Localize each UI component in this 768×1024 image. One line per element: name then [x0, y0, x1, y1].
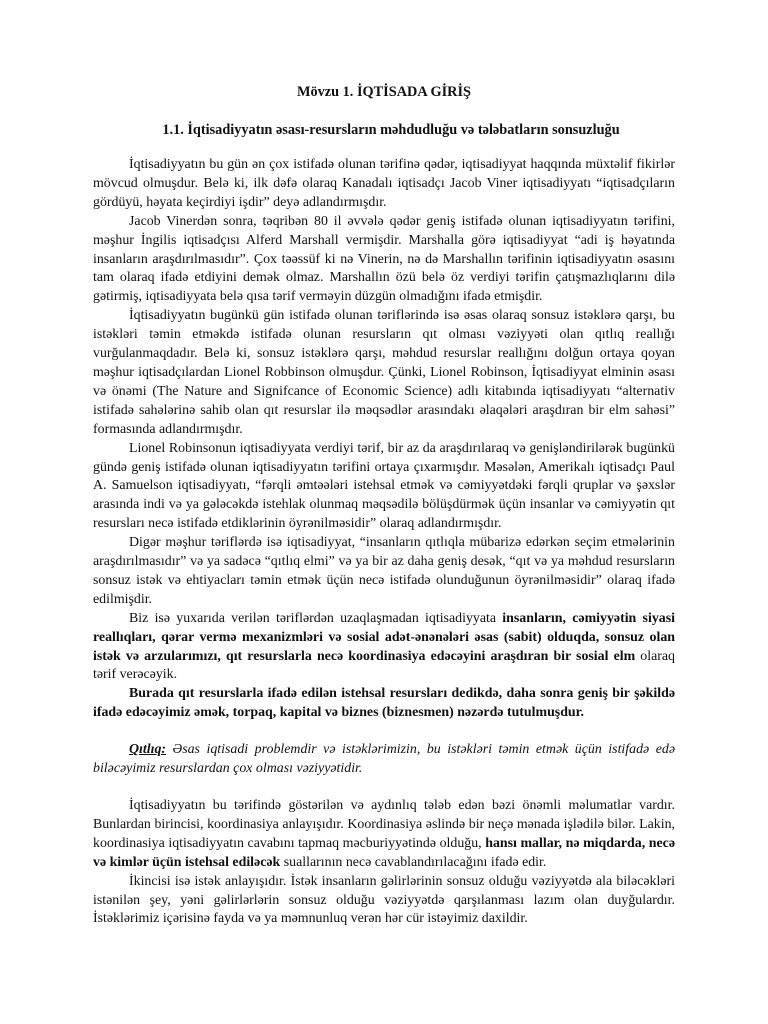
paragraph-our-definition [93, 610, 675, 686]
our-definition-bold: insanların, cəmiyyətin siyasi reallıqları, qərar vermə mexanizmləri və sosial adət-ənənələri əsas (sabit) olduqda, sonsuz olan istək və arzularımızı, qıt resurslarla necə koordinasiya edəcəyini araşdıran bir sosial elm [93, 610, 675, 664]
document-body [93, 156, 675, 929]
spacer [93, 779, 675, 797]
paragraph-other-definitions: Digər məşhur təriflərdə isə iqtisadiyyat, “insanların qıtlıqla mübarizə edərkən seçim etmələrinin araşdırılmasıdır” və ya sadəcə “qıtlıq elmi” və ya bir az daha geniş desək, “qıt və ya məhdud resursların sonsuz istək və ehtiyacları təmin etmək üçün necə istifadə olunduğunun öyrənilməsidir” olaraq ifadə edilmişdir. [93, 535, 675, 607]
scarcity-definition-text: Əsas iqtisadi problemdir və istəklərimizin, bu istəkləri təmin etmək üçün istifadə edə biləcəyimiz resurslardan çox olması vəziyyətidir. [93, 742, 675, 777]
our-definition-end: olaraq tərif verəcəyik. [93, 648, 676, 683]
paragraph-resources [93, 685, 675, 723]
paragraph-robbins: İqtisadiyyatın bugünkü gün istifadə olunan təriflərində isə əsas olaraq sonsuz istəklərə qarşı, bu istəkləri təmin etməkdə istifadə olunan resursların qıt olması vəziyyəti olan qıtlıq reallığı vurğulanmaqdadır. Belə ki, sonsuz istəklərə qarşı, məhdud resurslar reallığını dolğun ortaya qoyan məşhur iqtisadçılardan Lionel Robbinson olmuşdur. Çünki, Lionel Robinson, İqtisadiyyat elminin əsası və önəmi (The Nature and Signifcance of Economic Science) adlı kitabında iqtisadiyyatı “alternativ istifadə sahələrinə sahib olan qıt resurslar ilə məqsədlər arasındakı əlaqələri araşdıran bir elm sahəsi” formasında adlandırmışdır. [93, 308, 675, 437]
coordination-questions: hansı mallar, nə miqdarda, necə və kimlər üçün istehsal ediləcək [93, 835, 676, 870]
paragraph-wants: İkincisi isə istək anlayışıdır. İstək insanların gəlirlərinin sonsuz olduğu vəziyyətdə ala biləcəkləri istənilən şey, yəni gəlirlərlərin sonsuz olduğu vəziyyətdə qarşılanması lazım olan duyğulardır. İstəklərimiz içərisinə fayda və ya məmnunluq verən hər cür istəyimiz daxildir. [93, 873, 675, 927]
our-definition-intro: Biz isə yuxarıda verilən təriflərdən uzaqlaşmadan iqtisadiyyata [129, 610, 503, 626]
paragraph-samuelson: Lionel Robinsonun iqtisadiyyata verdiyi tərif, bir az da araşdırılaraq və genişləndirilərək bugünkü gündə geniş istifadə olunan iqtisadiyyatın tərifini ortaya çıxarmışdır. Məsələn, Amerikalı iqtisadçı Paul A. Samuelson iqtisadiyyatı, “fərqli əmtəələri istehsal etmək və cəmiyyətdəki fərqli qruplar və şəxslər arasında indi və ya gələcəkdə istehlak olunmaq məqsədilə bölüşdürmək üçün insanlar və cəmiyyətin qıt resursları necə istifadə etdiklərinin öyrənilməsidir” olaraq adlandırmışdır. [93, 440, 675, 532]
scarcity-term: Qıtlıq: [129, 742, 167, 758]
spacer [93, 723, 675, 741]
resources-bold-text: Burada qıt resurslarla ifadə edilən istehsal resursları dedikdə, daha sonra geniş bir şəkildə ifadə edəcəyimiz əmək, torpaq, kapital və biznes (biznesmen) nəzərdə tutulmuşdur. [93, 686, 675, 721]
section-heading: 1.1. İqtisadiyyatın əsası-resursların məhdudluğu və tələbatların sonsuzluğu [162, 122, 620, 138]
paragraph-viner: İqtisadiyyatın bu gün ən çox istifadə olunan tərifinə qədər, iqtisadiyyat haqqında müxtəlif fikirlər mövcud olmuşdur. Belə ki, ilk dəfə olaraq Kanadalı iqtisadçı Jacob Viner iqtisadiyyatı “iqtisadçıların gördüyü, həyata keçirdiyi işdir” deyə adlandırmışdır. [93, 157, 675, 210]
paragraph-marshall: Jacob Vinerdən sonra, təqribən 80 il əvvələ qədər geniş istifadə olunan iqtisadiyyatın tərifini, məşhur İngilis iqtisadçısı Alferd Marshall vermişdir. Marshalla görə iqtisadiyyat “adi iş həyatında insanların araşdırılmasıdır”. Çox təəssüf ki nə Vinerin, nə də Marshallın tərifinin iqtisadiyyatın əsasını tam olaraq ifadə etdiyini demək olmaz. Marshallın özü belə öz verdiyi tərifin çatışmazlıqlarını dilə gətirmiş, iqtisadiyyata belə qısa tərif verməyin düzgün olmadığını ifadə etmişdir. [93, 213, 675, 305]
scarcity-definition [93, 741, 675, 779]
coordination-intro: İqtisadiyyatın bu tərifində göstərilən və aydınlıq tələb edən bəzi önəmli məlumatlar vardır. Bunlardan birincisi, koordinasiya anlayışıdır. Koordinasiya əslində bir neçə mənada işlədilə bilər. Lakin, koordinasiya iqtisadiyyatın cavabını tapmaq məcburiyyətində olduğu, [93, 798, 675, 851]
page-title: Mövzu 1. İQTİSADA GİRİŞ [297, 84, 471, 100]
coordination-end: suallarının necə cavablandırılacağını ifadə edir. [280, 854, 547, 870]
paragraph-coordination [93, 797, 675, 873]
